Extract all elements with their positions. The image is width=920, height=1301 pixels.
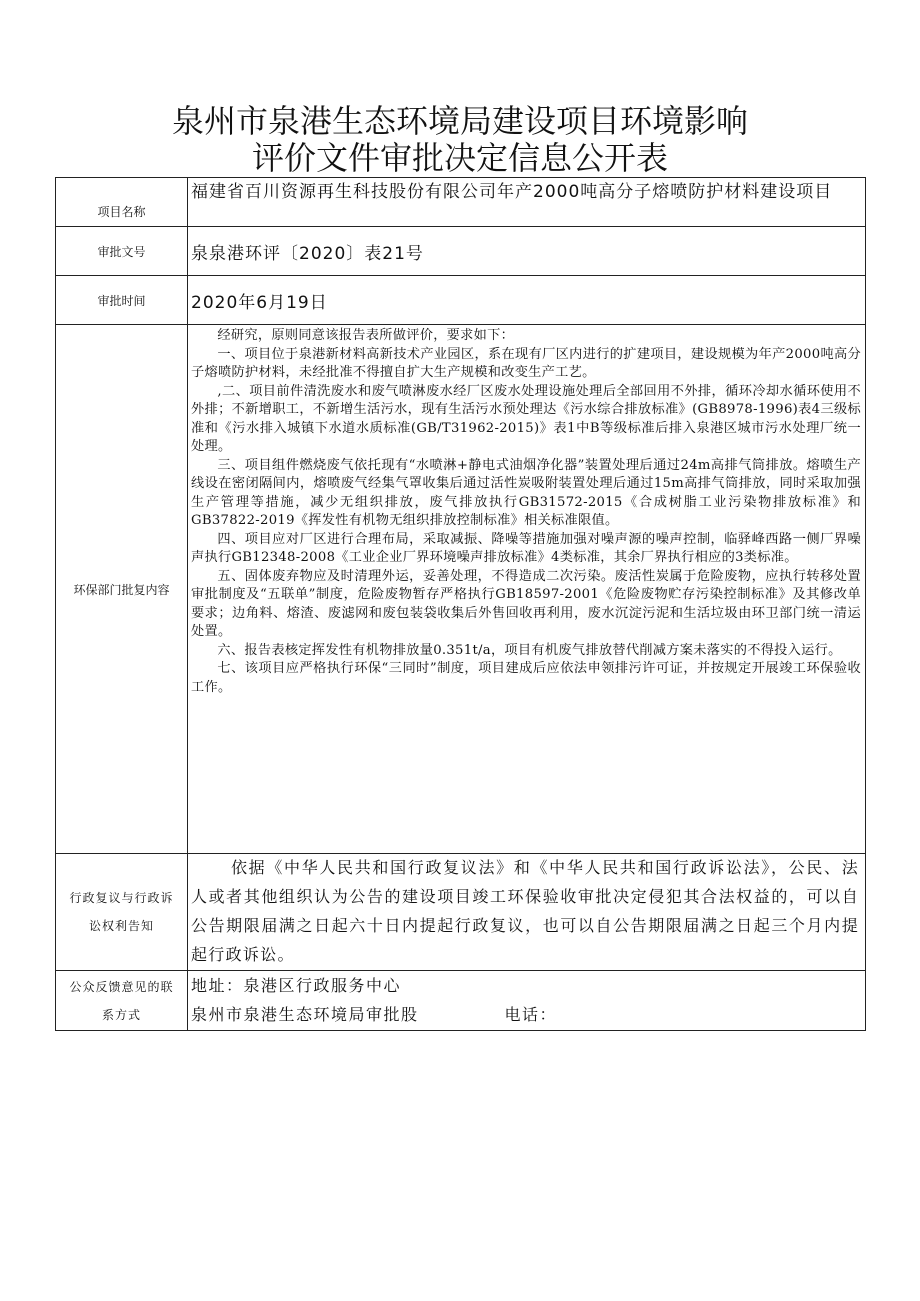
opinion-paragraph: 五、固体废弃物应及时清理外运，妥善处理，不得造成二次污染。废活性炭属于危险废物，应执行转移处置审批制度及“五联单”制度，危险废物暂存严格执行GB18597-2001《危险废物贮存污染控制标准》及其修改单要求；边角料、熔渣、废滤网和废包装袋收集后外售回收再利用，废水沉淀污泥和生活垃圾由环卫部门统一清运处置。	[191, 568, 861, 639]
opinion-paragraph: ,二、项目前件清洗废水和废气喷淋废水经厂区废水处理设施处理后全部回用不外排，循环冷却水循环使用不外排；不新增职工，不新增生活污水，现有生活污水预处理达《污水综合排放标准》(GB8978-1996)表4三级标准和《污水排入城镇下水道水质标准(GB/T31962-2015)》表1中B等级标准后排入泉港区城市污水处理厂统一处理。	[191, 383, 861, 454]
row-project-name	[56, 178, 866, 227]
contact-phone: 电话：	[504, 1005, 558, 1024]
contact-info	[188, 971, 865, 1029]
title-line-2: 评价文件审批决定信息公开表	[251, 139, 668, 177]
page-title	[0, 103, 920, 177]
contact-label: 公众反馈意见的联 系方式	[69, 979, 174, 1022]
row-approval-date	[56, 276, 866, 325]
approval-number-label: 审批文号	[97, 244, 146, 259]
contact-department: 泉州市泉港生态环境局审批股	[191, 1005, 419, 1024]
disclosure-table	[55, 177, 866, 1031]
project-name-label: 项目名称	[97, 205, 146, 219]
opinion-paragraph: 三、项目组件燃烧废气依托现有“水喷淋+静电式油烟净化器”装置处理后通过24m高排气筒排放。熔喷生产线设在密闭隔间内，熔喷废气经集气罩收集后通过活性炭吸附装置处理后通过15m高排气筒排放，同时采取加强生产管理等措施，减少无组织排放，废气排放执行GB31572-2015《合成树脂工业污染物排放标准》和GB37822-2019《挥发性有机物无组织排放控制标准》相关标准限值。	[191, 457, 861, 528]
approval-number-value: 泉泉港环评〔2020〕表21号	[191, 243, 424, 264]
row-approval-content	[56, 325, 866, 854]
approval-opinion	[188, 325, 865, 697]
approval-date-value: 2020年6月19日	[191, 292, 328, 313]
row-approval-number	[56, 227, 866, 276]
project-name-value: 福建省百川资源再生科技股份有限公司年产2000吨高分子熔喷防护材料建设项目	[191, 182, 833, 202]
row-legal-notice	[56, 854, 866, 971]
opinion-paragraph: 一、项目位于泉港新材料高新技术产业园区，系在现有厂区内进行的扩建项目，建设规模为年产2000吨高分子熔喷防护材料，未经批准不得擅自扩大生产规模和改变生产工艺。	[191, 346, 861, 380]
approval-content-label: 环保部门批复内容	[73, 582, 170, 597]
opinion-paragraph: 七、该项目应严格执行环保“三同时”制度，项目建成后应依法申领排污许可证，并按规定开展竣工环保验收工作。	[191, 661, 861, 695]
opinion-paragraph: 四、项目应对厂区进行合理布局，采取减振、降噪等措施加强对噪声源的噪声控制，临驿峰西路一侧厂界噪声执行GB12348-2008《工业企业厂界环境噪声排放标准》4类标准，其余厂界执行相应的3类标准。	[191, 531, 861, 565]
row-contact	[56, 971, 866, 1031]
approval-date-label: 审批时间	[97, 293, 146, 308]
title-line-1: 泉州市泉港生态环境局建设项目环境影响	[171, 102, 748, 140]
legal-notice-text: 依据《中华人民共和国行政复议法》和《中华人民共和国行政诉讼法》，公民、法人或者其他组织认为公告的建设项目竣工环保验收审批决定侵犯其合法权益的，可以自公告期限届满之日起六十日内提起行政复议，也可以自公告期限届满之日起三个月内提起行政诉讼。	[191, 858, 859, 964]
opinion-paragraph: 六、报告表核定挥发性有机物排放量0.351t/a，项目有机废气排放替代削减方案未落实的不得投入运行。	[217, 642, 842, 658]
opinion-paragraph: 经研究，原则同意该报告表所做评价，要求如下：	[217, 328, 515, 343]
legal-notice-label: 行政复议与行政诉 讼权利告知	[69, 891, 174, 933]
contact-address: 地址：泉港区行政服务中心	[191, 976, 402, 995]
